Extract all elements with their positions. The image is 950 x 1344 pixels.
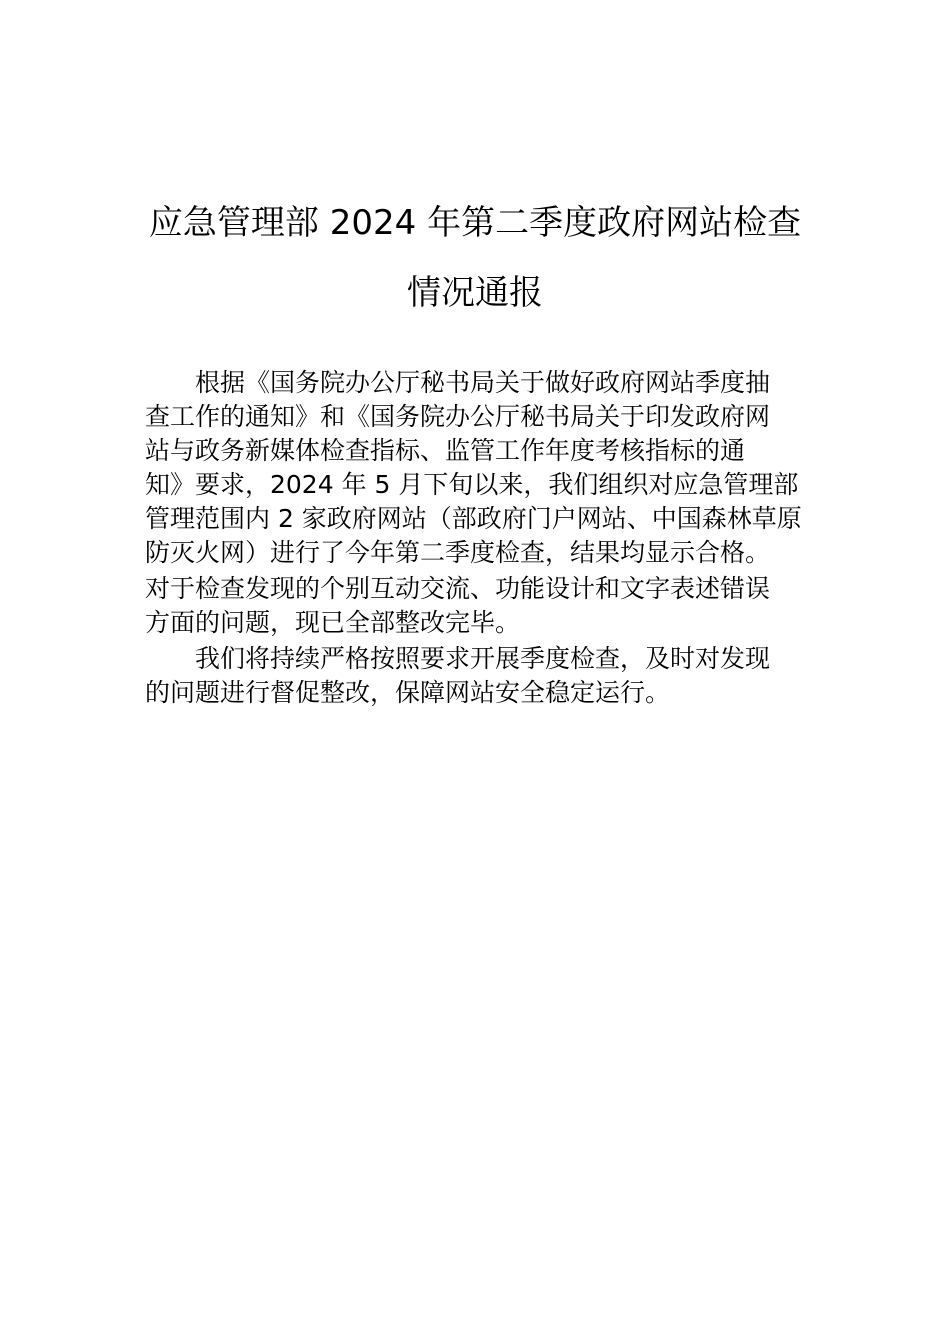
document-title-line-2: 情况通报 (407, 273, 543, 313)
paragraph-2-line-1: 我们将持续严格按照要求开展季度检查，及时对发现 (195, 644, 771, 673)
paragraph-2-line-2: 的问题进行督促整改，保障网站安全稳定运行。 (145, 678, 671, 707)
paragraph-1-line-2: 查工作的通知》和《国务院办公厅秘书局关于印发政府网 (145, 402, 771, 431)
paragraph-1-line-3: 站与政务新媒体检查指标、监管工作年度考核指标的通 (145, 436, 746, 465)
paragraph-1-line-4: 知》要求，2024 年 5 月下旬以来，我们组织对应急管理部 (145, 470, 799, 499)
paragraph-1-line-7: 对于检查发现的个别互动交流、功能设计和文字表述错误 (145, 574, 771, 603)
paragraph-1-line-5: 管理范围内 2 家政府网站（部政府门户网站、中国森林草原 (145, 504, 802, 533)
document-title-line-1: 应急管理部 2024 年第二季度政府网站检查 (148, 203, 802, 243)
paragraph-1-line-8: 方面的问题，现已全部整改完毕。 (145, 608, 521, 637)
paragraph-1-line-1: 根据《国务院办公厅秘书局关于做好政府网站季度抽 (195, 368, 771, 397)
paragraph-1-line-6: 防灭火网）进行了今年第二季度检查，结果均显示合格。 (145, 538, 771, 567)
